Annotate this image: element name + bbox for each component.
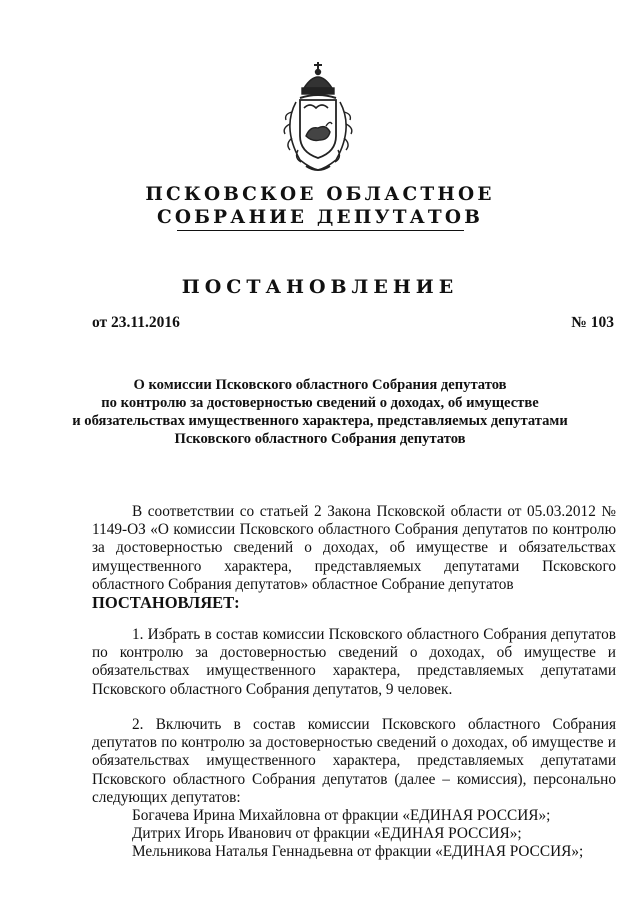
org-name-line1: ПСКОВСКОЕ ОБЛАСТНОЕ — [145, 184, 495, 205]
org-name-line2: СОБРАНИЕ ДЕПУТАТОВ — [156, 207, 484, 228]
item-1-paragraph: 1. Избрать в состав комиссии Псковского областного Собрания депутатов по контролю за достоверностью сведений о доходах, об имуществе и обязательствах имущественного характера, представляемых депутатами Псковского областного Собрания депутатов, 9 человек. — [92, 626, 616, 698]
preamble-text: В соответствии со статьей 2 Закона Псковской области от 05.03.2012 № 1149-ОЗ «О комиссии Псковского областного Собрания депутатов по контролю за достоверностью сведений о доходах, об имуществе и обязательствах имущественного характера, представляемых депутатами Псковского областного Собрания депутатов» областное Собрание депутатов — [92, 503, 616, 593]
coat-of-arms-icon — [270, 58, 366, 176]
item-2-text: 2. Включить в состав комиссии Псковского областного Собрания депутатов по контролю за достоверностью сведений о доходах, об имуществе и обязательствах имущественного характера, представляемых депутатами Псковского областного Собрания депутатов (далее – комиссия), персонально следующих депутатов: — [92, 716, 616, 806]
preamble-paragraph — [92, 503, 616, 612]
member-list-item: Дитрих Игорь Иванович от фракции «ЕДИНАЯ РОССИЯ»; — [132, 825, 522, 843]
member-list-item: Богачева Ирина Михайловна от фракции «ЕДИНАЯ РОССИЯ»; — [132, 807, 551, 825]
decree-word: ПОСТАНОВЛЯЕТ: — [92, 593, 240, 613]
title-line: О комиссии Псковского областного Собрания депутатов — [133, 377, 507, 393]
document-type: ПОСТАНОВЛЕНИЕ — [181, 276, 459, 298]
title-line: и обязательствах имущественного характера, представляемых депутатами — [72, 413, 568, 429]
title-line: Псковского областного Собрания депутатов — [174, 431, 466, 447]
document-number: № 103 — [571, 314, 614, 331]
item-2-paragraph — [92, 716, 616, 862]
header-divider — [177, 230, 464, 231]
document-date: от 23.11.2016 — [92, 314, 180, 331]
title-line: по контролю за достоверностью сведений о доходах, об имуществе — [101, 395, 539, 411]
document-title — [60, 376, 580, 448]
member-list-item: Мельникова Наталья Геннадьевна от фракции «ЕДИНАЯ РОССИЯ»; — [132, 843, 584, 861]
